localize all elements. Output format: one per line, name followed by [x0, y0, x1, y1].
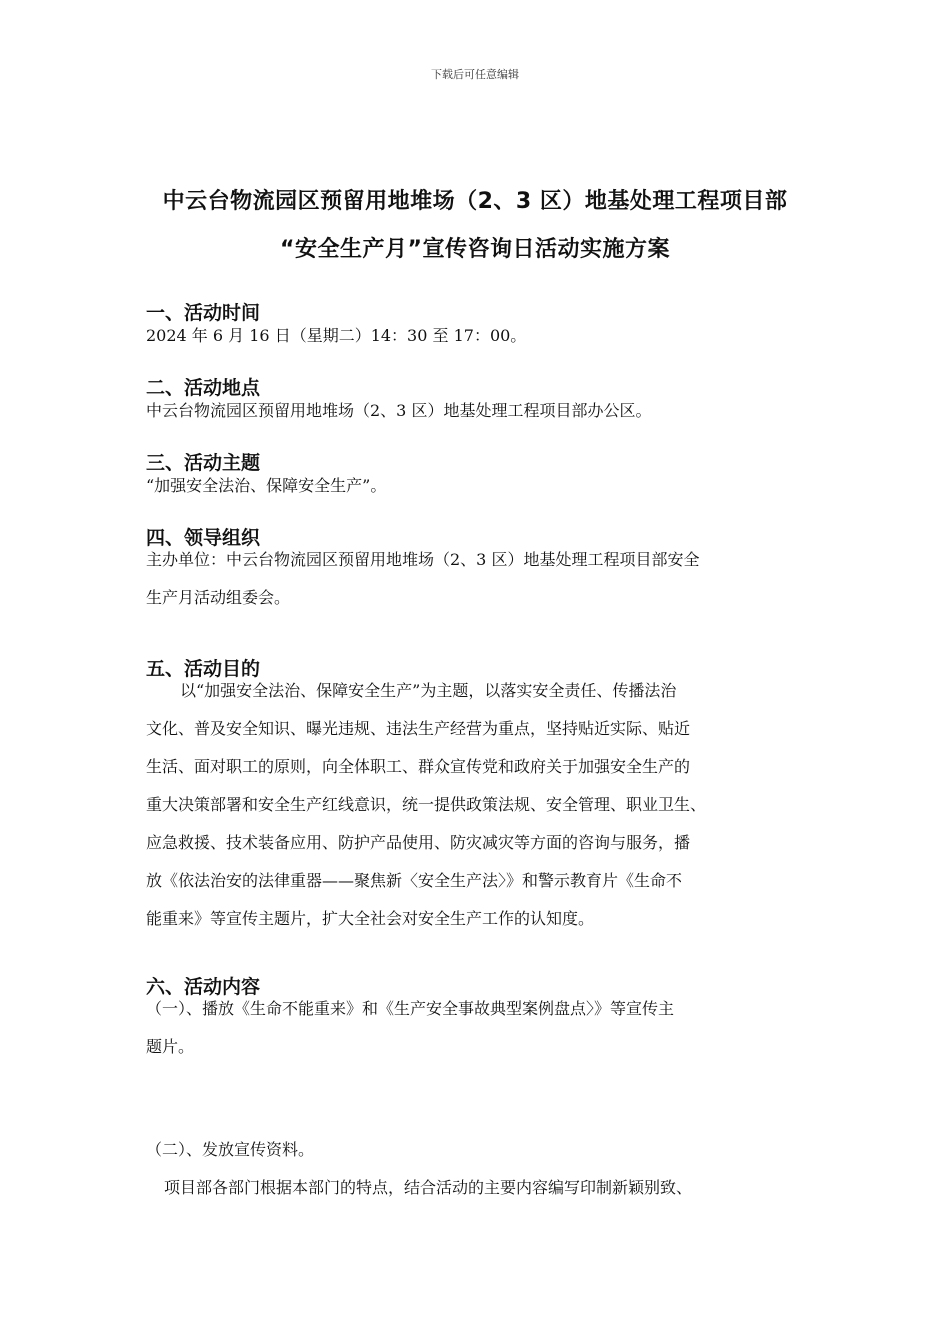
content-item-2-text: 项目部各部门根据本部门的特点，结合活动的主要内容编写印制新颖别致、 [164, 1178, 693, 1197]
section-text-place: 中云台物流园区预留用地堆场（2、3 区）地基处理工程项目部办公区。 [146, 401, 652, 420]
section-heading-org: 四、领导组织 [146, 527, 261, 549]
content-item-1-line: 题片。 [146, 1037, 195, 1056]
content-item-1-line: （一）、播放《生命不能重来》和《生产安全事故典型案例盘点〉》等宣传主 [146, 999, 675, 1018]
content-item-1 [146, 990, 810, 1066]
section-text-theme: “加强安全法治、保障安全生产”。 [146, 476, 387, 495]
section-heading-purpose: 五、活动目的 [146, 658, 261, 680]
purpose-line: 能重来》等宣传主题片，扩大全社会对安全生产工作的认知度。 [146, 909, 595, 928]
section-heading-place: 二、活动地点 [146, 377, 261, 399]
document-title-line-2: “安全生产月”宣传咨询日活动实施方案 [280, 237, 670, 262]
section-text-org [146, 541, 810, 617]
header-note: 下载后可任意编辑 [431, 68, 519, 81]
document-title-line-1: 中云台物流园区预留用地堆场（2、3 区）地基处理工程项目部 [162, 189, 788, 214]
purpose-line: 文化、普及安全知识、曝光违规、违法生产经营为重点，坚持贴近实际、贴近 [146, 719, 691, 738]
org-line: 主办单位：中云台物流园区预留用地堆场（2、3 区）地基处理工程项目部安全 [146, 550, 700, 569]
section-text-purpose [146, 672, 810, 938]
section-heading-content: 六、活动内容 [146, 976, 261, 998]
purpose-line: 重大决策部署和安全生产红线意识，统一提供政策法规、安全管理、职业卫生、 [146, 795, 707, 814]
content-item-2-title: （二）、发放宣传资料。 [146, 1140, 315, 1159]
section-heading-theme: 三、活动主题 [146, 452, 261, 474]
purpose-line: 以“加强安全法治、保障安全生产”为主题，以落实安全责任、传播法治 [180, 681, 677, 700]
purpose-line: 放《依法治安的法律重器——聚焦新〈安全生产法〉》和警示教育片《生命不 [146, 871, 683, 890]
purpose-line: 生活、面对职工的原则，向全体职工、群众宣传党和政府关于加强安全生产的 [146, 757, 691, 776]
org-line: 生产月活动组委会。 [146, 588, 291, 607]
purpose-line: 应急救援、技术装备应用、防护产品使用、防灾减灾等方面的咨询与服务，播 [146, 833, 691, 852]
section-heading-time: 一、活动时间 [146, 302, 261, 324]
section-text-time: 2024 年 6 月 16 日（星期二）14：30 至 17：00。 [146, 326, 527, 345]
